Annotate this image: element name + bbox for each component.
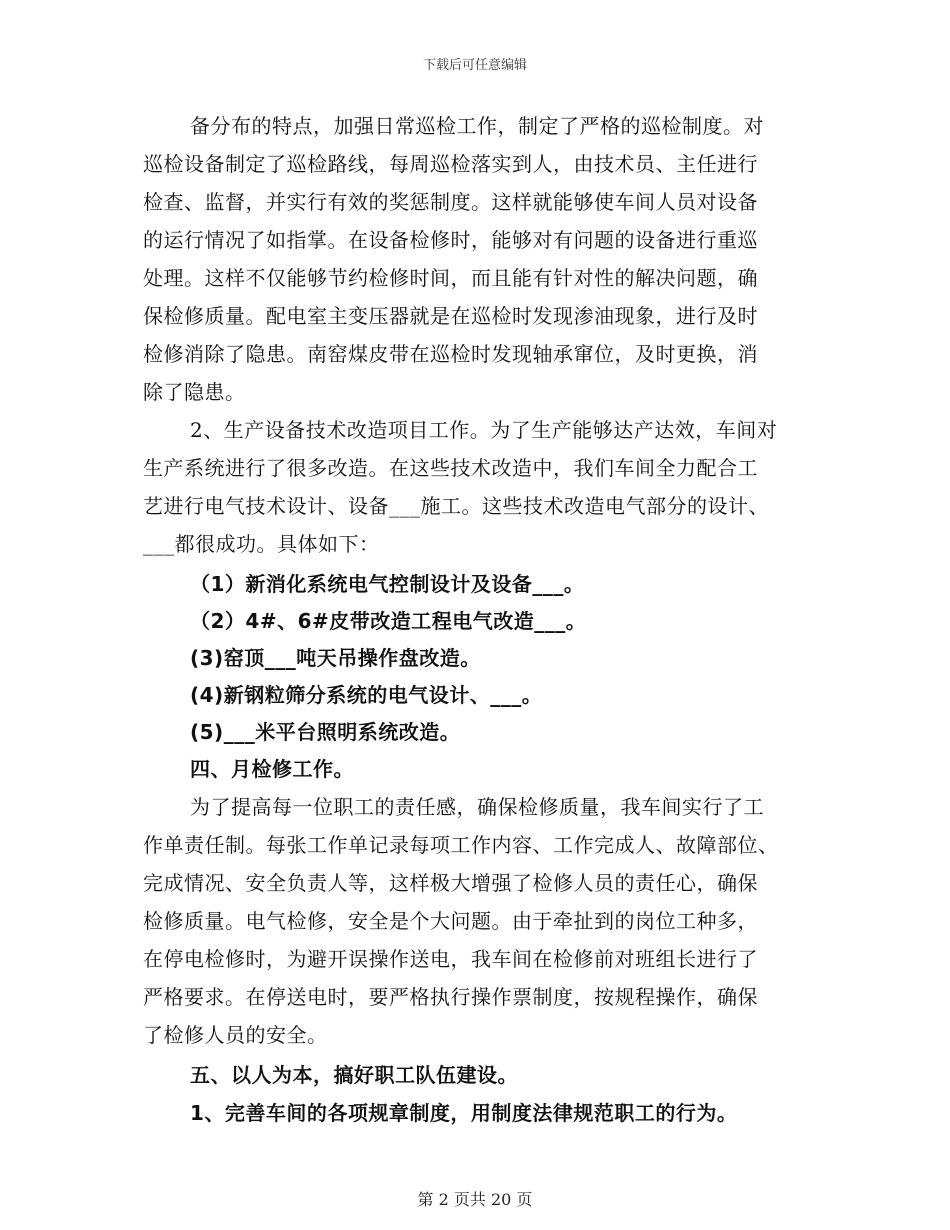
list-item: (3)窑顶___吨天吊操作盘改造。 bbox=[190, 646, 481, 670]
paragraph-line: 2、生产设备技术改造项目工作。为了生产能够达产达效，车间对 bbox=[190, 418, 778, 442]
section-heading: 五、以人为本，搞好职工队伍建设。 bbox=[190, 1063, 518, 1087]
list-item: (4)新钢粒筛分系统的电气设计、___。 bbox=[190, 683, 543, 707]
list-item: 1、完善车间的各项规章制度，用制度法律规范职工的行为。 bbox=[190, 1101, 738, 1125]
paragraph-line: 处理。这样不仅能够节约检修时间，而且能有针对性的解决问题，确 bbox=[143, 266, 758, 290]
list-item: （2）4#、6#皮带改造工程电气改造___。 bbox=[190, 609, 587, 633]
paragraph-line: 作单责任制。每张工作单记录每项工作内容、工作完成人、故障部位、 bbox=[143, 833, 779, 857]
paragraph-line: 生产系统进行了很多改造。在这些技术改造中，我们车间全力配合工 bbox=[143, 456, 758, 480]
paragraph-line: ___都很成功。具体如下： bbox=[143, 532, 380, 556]
paragraph-line: 巡检设备制定了巡检路线，每周巡检落实到人，由技术员、主任进行 bbox=[143, 152, 758, 176]
paragraph-line: 备分布的特点，加强日常巡检工作，制定了严格的巡检制度。对 bbox=[190, 114, 764, 138]
page-header: 下载后可任意编辑 bbox=[422, 58, 527, 73]
paragraph-line: 保检修质量。配电室主变压器就是在巡检时发现渗油现象，进行及时 bbox=[143, 304, 758, 328]
paragraph-line: 的运行情况了如指掌。在设备检修时，能够对有问题的设备进行重巡 bbox=[143, 228, 758, 252]
list-item: （1）新消化系统电气控制设计及设备___。 bbox=[190, 572, 585, 596]
paragraph-line: 完成情况、安全负责人等，这样极大增强了检修人员的责任心，确保 bbox=[143, 871, 758, 895]
paragraph-line: 检修消除了隐患。南窑煤皮带在巡检时发现轴承窜位，及时更换，消 bbox=[143, 342, 758, 366]
paragraph-line: 除了隐患。 bbox=[143, 380, 246, 404]
section-heading: 四、月检修工作。 bbox=[190, 757, 354, 781]
paragraph-line: 检修质量。电气检修，安全是个大问题。由于牵扯到的岗位工种多， bbox=[143, 909, 758, 933]
paragraph-line: 为了提高每一位职工的责任感，确保检修质量，我车间实行了工 bbox=[190, 795, 764, 819]
paragraph-line: 检查、监督，并实行有效的奖惩制度。这样就能够使车间人员对设备 bbox=[143, 190, 758, 214]
paragraph-line: 艺进行电气技术设计、设备___施工。这些技术改造电气部分的设计、 bbox=[143, 494, 769, 518]
page-footer: 第 2 页共 20 页 bbox=[417, 1190, 533, 1209]
paragraph-line: 了检修人员的安全。 bbox=[143, 1023, 328, 1047]
paragraph-line: 严格要求。在停送电时，要严格执行操作票制度，按规程操作，确保 bbox=[143, 985, 758, 1009]
paragraph-line: 在停电检修时，为避开误操作送电，我车间在检修前对班组长进行了 bbox=[143, 947, 758, 971]
list-item: (5)___米平台照明系统改造。 bbox=[190, 720, 461, 744]
